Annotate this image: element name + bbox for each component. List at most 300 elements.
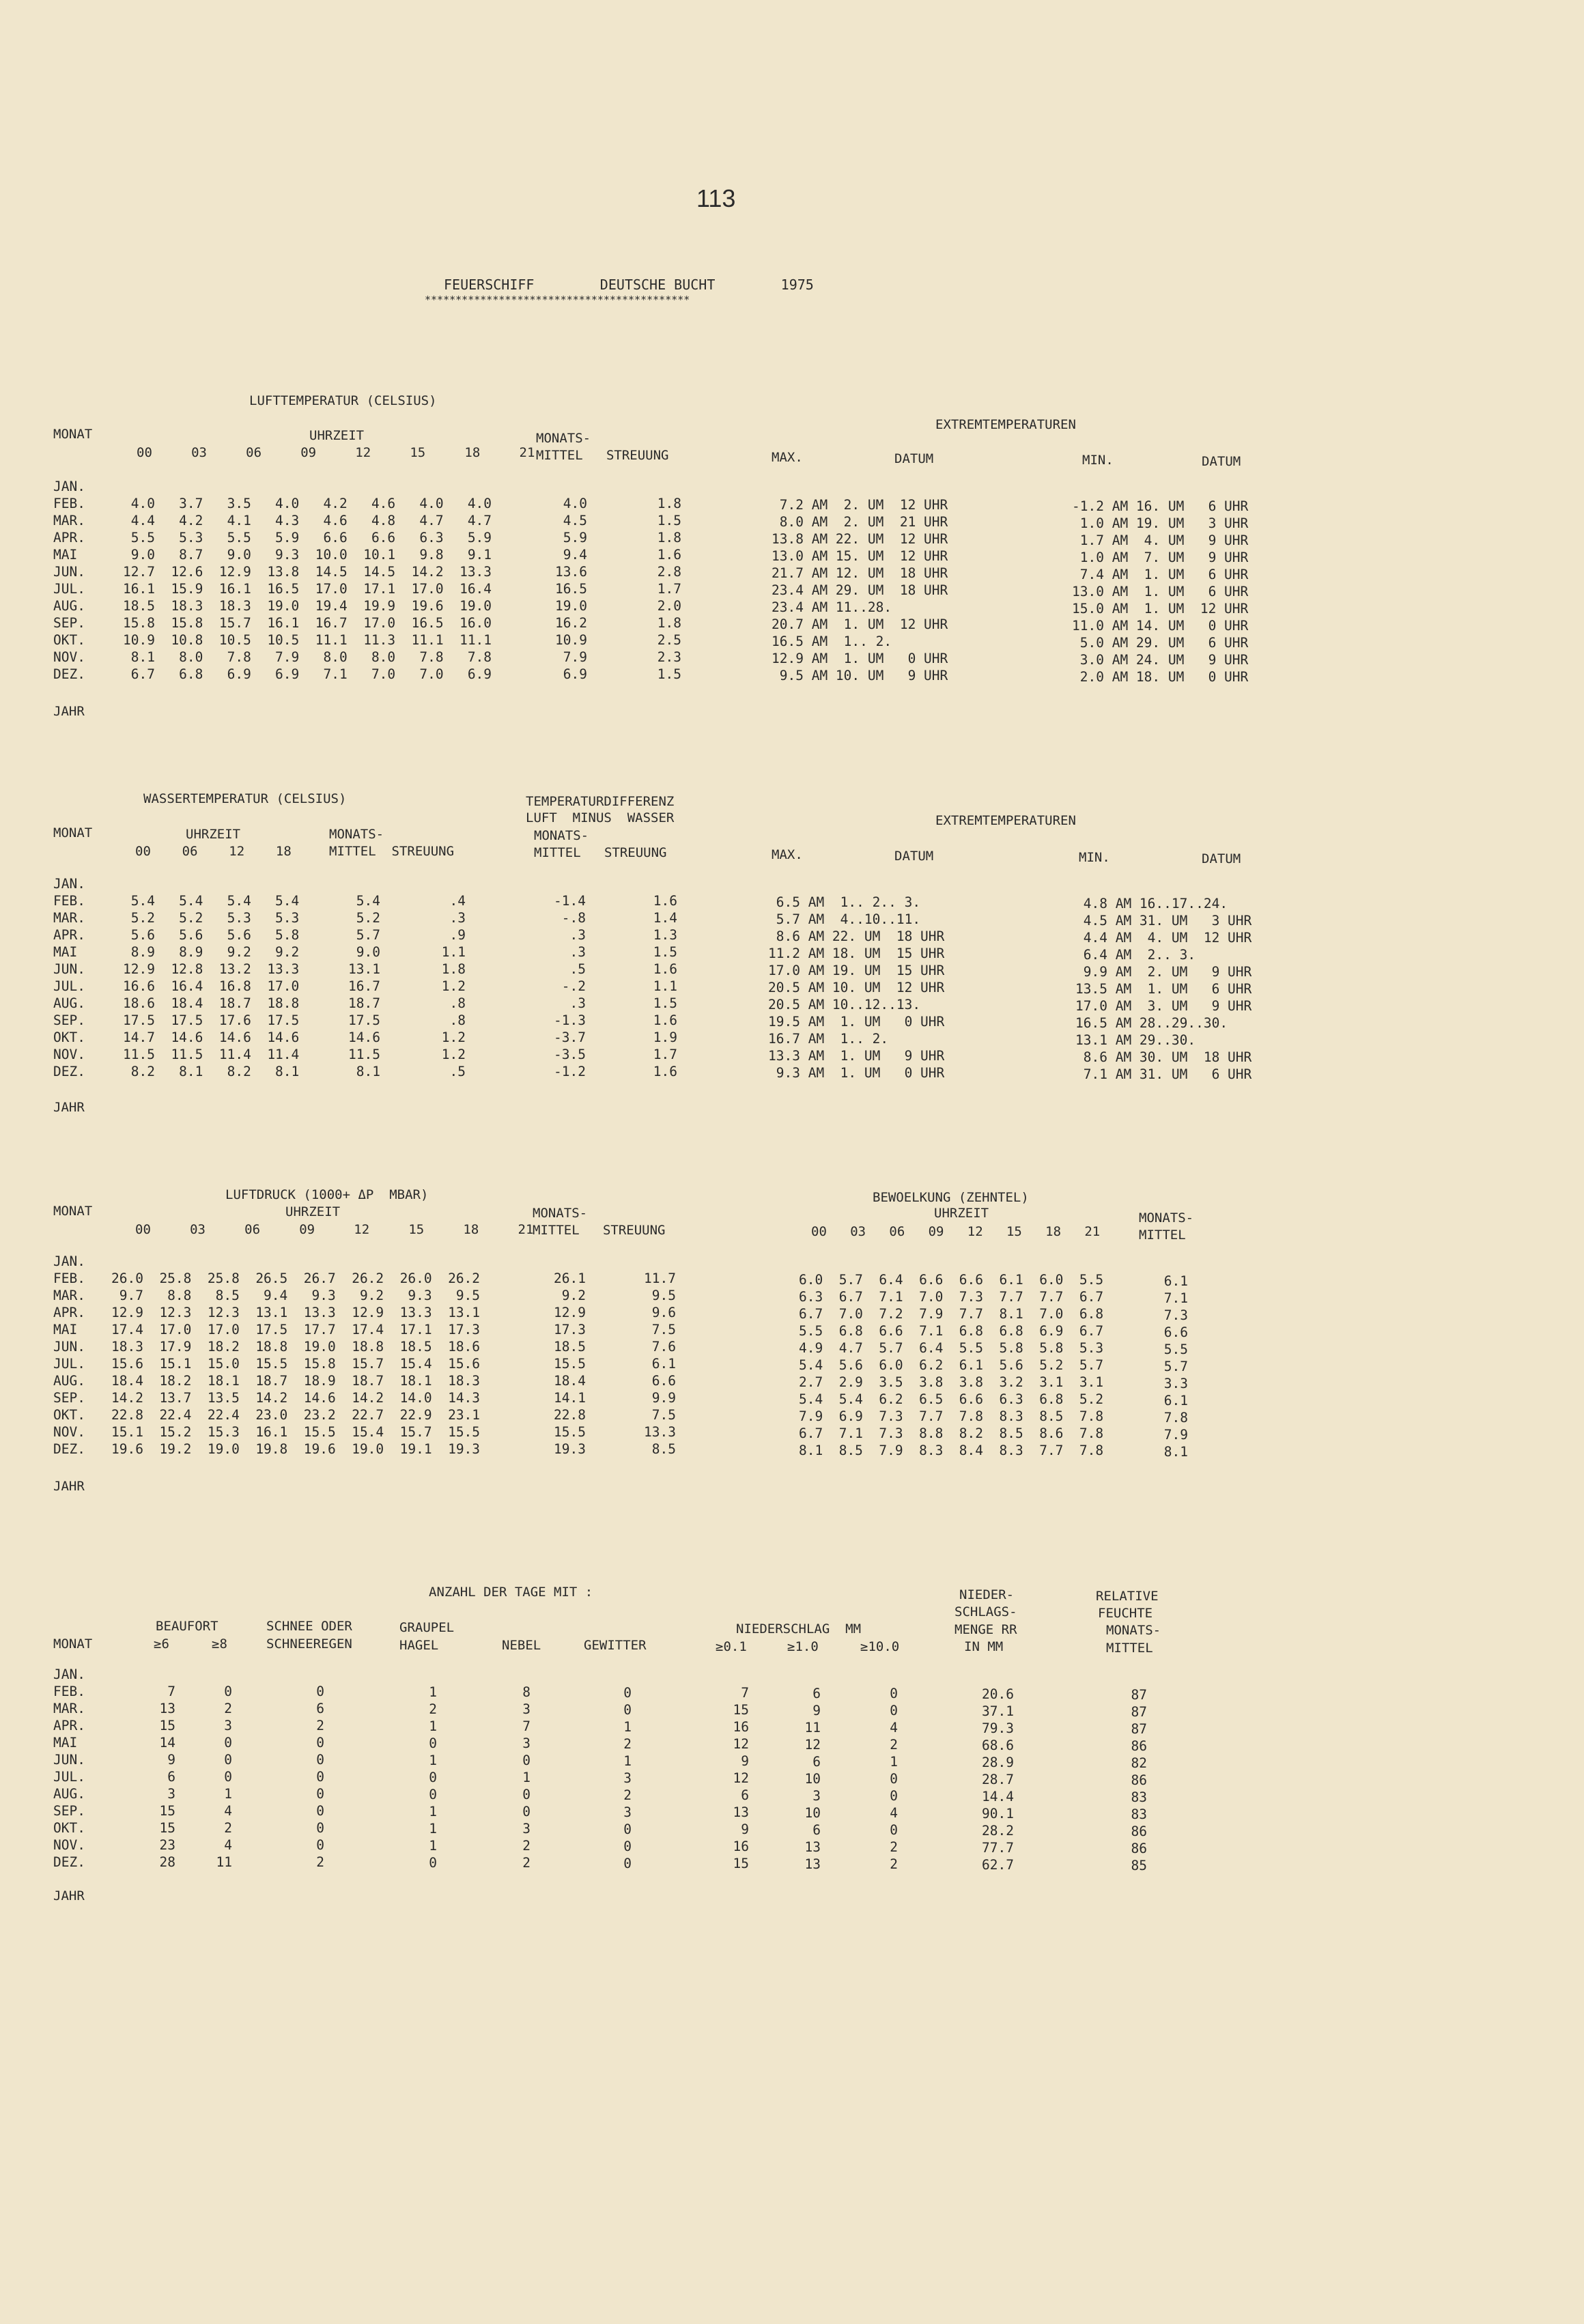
air-months-row: MAR.	[53, 513, 85, 528]
pressure-streuung-row: 13.3	[644, 1424, 676, 1440]
n01-values-row: 12	[733, 1770, 749, 1786]
pressure-streuung-row	[628, 1253, 676, 1270]
water-monthly-mean-row: 17.5	[348, 1012, 380, 1028]
schnee-values-row: 0	[316, 1820, 324, 1836]
days-months-row: NOV.	[53, 1837, 85, 1853]
pressure-months-row: SEP.	[53, 1390, 85, 1406]
pressure-hourly-values-row: 18.3 17.9 18.2 18.8 19.0 18.8 18.5 18.6	[111, 1339, 481, 1355]
cloud-hourly-values-row: 5.4 5.6 6.0 6.2 6.1 5.6 5.2 5.7	[799, 1357, 1104, 1373]
nebel-label: NEBEL	[502, 1638, 541, 1653]
air-months	[53, 478, 85, 683]
air-max-values-row: 12.9 AM 1. UM 0 UHR	[772, 651, 948, 666]
rf-values-row: 82	[1131, 1755, 1147, 1771]
station-title: FEUERSCHIFF DEUTSCHE BUCHT 1975	[444, 277, 814, 293]
water-min-values-row: 4.5 AM 31. UM 3 UHR	[1075, 913, 1252, 929]
water-hourly-values-row: 5.2 5.2 5.3 5.3	[123, 910, 300, 926]
pressure-hourly-values-row: 15.6 15.1 15.0 15.5 15.8 15.7 15.4 15.6	[111, 1356, 481, 1372]
water-title: WASSERTEMPERATUR (CELSIUS)	[143, 791, 347, 806]
nebel-values-row: 2	[522, 1855, 531, 1871]
air-hourly-values	[123, 478, 492, 683]
n10-values-row: 6	[812, 1754, 821, 1770]
page-number: 113	[696, 184, 736, 212]
beaufort-8-label: ≥8	[212, 1636, 227, 1652]
graupel-values-row: 0	[429, 1855, 437, 1871]
cloud-hourly-values-row: 4.9 4.7 5.7 6.4 5.5 5.8 5.8 5.3	[799, 1340, 1104, 1356]
days-title: ANZAHL DER TAGE MIT :	[429, 1585, 593, 1600]
water-max-values-row: 5.7 AM 4..10..11.	[768, 911, 921, 927]
pressure-streuung-row: 6.6	[651, 1373, 676, 1389]
gewitter-values-row: 0	[623, 1702, 632, 1718]
pressure-hours-header: 00 03 06 09 12 15 18 21	[135, 1222, 534, 1237]
cloud-hourly-values-row: 6.0 5.7 6.4 6.6 6.6 6.1 6.0 5.5	[799, 1272, 1104, 1288]
water-min-values-row: 13.1 AM 29..30.	[1075, 1032, 1196, 1048]
pressure-streuung-row: 7.5	[651, 1322, 676, 1337]
water-datum-head: DATUM	[894, 849, 934, 864]
diff-monthly-mean-row: .5	[569, 961, 586, 977]
pressure-months-row: AUG.	[53, 1373, 85, 1389]
pressure-months-row: JAN.	[53, 1253, 85, 1269]
rf-values-row: 86	[1131, 1738, 1147, 1754]
rf-values-row: 83	[1131, 1806, 1147, 1822]
pressure-monthly-mean-row: 18.4	[554, 1373, 586, 1389]
nebel-values-row: 3	[522, 1735, 531, 1751]
beaufort-6-values-row: 28	[159, 1854, 175, 1870]
gewitter-values-row: 2	[623, 1787, 632, 1803]
water-min-values-row: 13.5 AM 1. UM 6 UHR	[1075, 981, 1252, 997]
air-months-row: DEZ.	[53, 666, 85, 682]
pressure-monthly-mean-row: 19.3	[554, 1441, 586, 1457]
rr-values-row: 77.7	[982, 1840, 1014, 1856]
n01-values-row	[727, 1667, 749, 1684]
water-hourly-values-row: 16.6 16.4 16.8 17.0	[123, 978, 300, 994]
water-streuung-row	[423, 875, 466, 892]
air-min-values-row: 1.0 AM 7. UM 9 UHR	[1072, 550, 1249, 565]
water-monats-label: MONATS-	[329, 827, 384, 842]
gewitter-values-row: 0	[623, 1839, 632, 1854]
pressure-months-row: APR.	[53, 1305, 85, 1320]
schnee-values-row: 0	[316, 1837, 324, 1853]
nebel-values-row: 0	[522, 1804, 531, 1819]
rr-values-row: 79.3	[982, 1720, 1014, 1736]
graupel-values-row: 0	[429, 1770, 437, 1785]
air-hourly-values-row: 9.0 8.7 9.0 9.3 10.0 10.1 9.8 9.1	[123, 547, 492, 563]
schnee-label-2: SCHNEEREGEN	[266, 1636, 352, 1652]
diff-monthly-mean-row: .3	[569, 995, 586, 1011]
cloud-monthly-mean-row: 8.1	[1163, 1444, 1188, 1460]
water-months-row: SEP.	[53, 1012, 85, 1028]
water-months-row: APR.	[53, 927, 85, 943]
n01-values-row: 6	[741, 1787, 749, 1803]
rr-values-row: 28.2	[982, 1823, 1014, 1839]
air-max-values-row: 20.7 AM 1. UM 12 UHR	[772, 617, 948, 632]
water-months-row: MAI	[53, 944, 78, 960]
n01-values-row: 16	[733, 1839, 749, 1854]
water-min-head: MIN.	[1079, 850, 1110, 865]
pressure-monthly-mean-row: 26.1	[554, 1271, 586, 1286]
pressure-hourly-values-row: 15.1 15.2 15.3 16.1 15.5 15.4 15.7 15.5	[111, 1424, 481, 1440]
water-streuung-row: 1.1	[441, 944, 466, 960]
diff-streuung-row: 1.4	[653, 910, 677, 926]
air-datum-head-2: DATUM	[1202, 454, 1241, 469]
water-min-values-row: 4.8 AM 16..17..24.	[1075, 896, 1228, 911]
diff-streuung-row: 1.5	[653, 944, 677, 960]
schnee-values-row: 0	[316, 1769, 324, 1785]
beaufort-label: BEAUFORT	[156, 1619, 218, 1634]
diff-monthly-mean-row: -1.2	[554, 1064, 586, 1079]
beaufort-8-values-row: 4	[224, 1803, 232, 1819]
rr-label-4: IN MM	[964, 1639, 1004, 1654]
beaufort-8-values-row: 2	[224, 1820, 232, 1836]
cloud-hourly-values-row: 6.7 7.0 7.2 7.9 7.7 8.1 7.0 6.8	[799, 1306, 1104, 1322]
water-months-row: AUG.	[53, 995, 85, 1011]
cloud-monthly-mean-row: 6.1	[1163, 1273, 1188, 1289]
days-months-row: MAR.	[53, 1701, 85, 1716]
water-max-values-row: 20.5 AM 10. UM 12 UHR	[768, 980, 945, 995]
diff-streuung-row: 1.9	[653, 1030, 677, 1045]
diff-streuung-row: 1.6	[653, 1064, 677, 1079]
n100-values-row: 0	[890, 1771, 898, 1787]
pressure-hourly-values-row: 26.0 25.8 25.8 26.5 26.7 26.2 26.0 26.2	[111, 1271, 481, 1286]
pressure-monthly-mean-row: 15.5	[554, 1356, 586, 1372]
gewitter-values-row: 1	[623, 1753, 632, 1769]
water-hourly-values-row: 8.9 8.9 9.2 9.2	[123, 944, 300, 960]
air-streuung-row: 1.5	[657, 513, 681, 528]
pressure-hourly-values-row: 17.4 17.0 17.0 17.5 17.7 17.4 17.1 17.3	[111, 1322, 481, 1337]
water-months-row: OKT.	[53, 1030, 85, 1045]
pressure-streuung-row: 8.5	[651, 1441, 676, 1457]
air-monthly-mean-row: 6.9	[563, 666, 587, 682]
air-streuung-row: 1.8	[657, 615, 681, 631]
cloud-monthly-mean-row	[1147, 1256, 1188, 1273]
rf-values-row: 87	[1131, 1704, 1147, 1720]
air-monthly-mean-row: 4.0	[563, 496, 587, 511]
pressure-months-row: MAR.	[53, 1288, 85, 1303]
water-streuung-row: .8	[449, 995, 466, 1011]
n100-values-row: 4	[890, 1805, 898, 1821]
air-streuung-row: 1.7	[657, 581, 681, 597]
water-min-values-row: 17.0 AM 3. UM 9 UHR	[1075, 998, 1252, 1014]
air-max-head: MAX.	[772, 450, 803, 465]
rr-values	[966, 1669, 1014, 1873]
days-months-row: APR.	[53, 1718, 85, 1733]
water-uhrzeit-label: UHRZEIT	[186, 827, 241, 842]
water-months-row: MAR.	[53, 910, 85, 926]
water-streuung-row: .9	[449, 927, 466, 943]
graupel-values-row	[423, 1667, 437, 1684]
diff-mittel-streuung-label: MITTEL STREUUNG	[534, 845, 667, 860]
graupel-label-2: HAGEL	[399, 1638, 439, 1653]
pressure-jahr-label: JAHR	[53, 1479, 85, 1494]
air-max-values-row: 16.5 AM 1.. 2.	[772, 634, 892, 649]
beaufort-6-values-row: 15	[159, 1718, 175, 1733]
rr-label-1: NIEDER-	[959, 1587, 1015, 1602]
water-streuung-row: .8	[449, 1012, 466, 1028]
pressure-monthly-mean-row: 15.5	[554, 1424, 586, 1440]
graupel-label-1: GRAUPEL	[399, 1620, 455, 1635]
pressure-streuung-row: 9.6	[651, 1305, 676, 1320]
pressure-monthly-mean-row	[539, 1253, 586, 1270]
cloud-monthly-mean-row: 7.9	[1163, 1427, 1188, 1443]
pressure-months-row: JUN.	[53, 1339, 85, 1355]
n100-values	[877, 1668, 898, 1873]
water-max-values-row: 13.3 AM 1. UM 9 UHR	[768, 1048, 945, 1064]
rf-values-row: 86	[1131, 1772, 1147, 1788]
n100-values-row: 0	[890, 1822, 898, 1838]
air-max-values-row: 13.0 AM 15. UM 12 UHR	[772, 548, 948, 564]
pressure-hourly-values-row: 19.6 19.2 19.0 19.8 19.6 19.0 19.1 19.3	[111, 1441, 481, 1457]
gewitter-values-row: 3	[623, 1804, 632, 1820]
pressure-streuung-row: 9.9	[651, 1390, 676, 1406]
pressure-monat-label: MONAT	[53, 1204, 93, 1219]
graupel-values-row: 1	[429, 1753, 437, 1768]
water-streuung-row: .4	[449, 893, 466, 909]
pressure-monthly-mean-row: 18.5	[554, 1339, 586, 1355]
air-months-row: MAI	[53, 547, 78, 563]
days-months-row: JUL.	[53, 1769, 85, 1785]
diff-title-1: TEMPERATURDIFFERENZ	[526, 794, 675, 809]
diff-streuung-row: 1.6	[653, 961, 677, 977]
air-months-row: FEB.	[53, 496, 85, 511]
water-months-row: JUN.	[53, 961, 85, 977]
rf-label-4: MITTEL	[1106, 1641, 1153, 1656]
water-extrem-label: EXTREMTEMPERATUREN	[935, 813, 1076, 828]
rf-values-row: 85	[1131, 1858, 1147, 1873]
pressure-monats-label: MONATS-	[533, 1206, 588, 1221]
water-hourly-values-row: 12.9 12.8 13.2 13.3	[123, 961, 300, 977]
beaufort-8-values-row: 0	[224, 1752, 232, 1768]
cloud-monthly-mean-row: 7.3	[1163, 1307, 1188, 1323]
beaufort-6-label: ≥6	[154, 1636, 169, 1652]
air-monthly-mean-row	[546, 478, 587, 495]
pressure-monthly-mean-row: 12.9	[554, 1305, 586, 1320]
water-min-values-row: 16.5 AM 28..29..30.	[1075, 1015, 1228, 1031]
pressure-months-row: NOV.	[53, 1424, 85, 1440]
nebel-values-row: 1	[522, 1770, 531, 1785]
diff-monthly-mean-row: .3	[569, 944, 586, 960]
air-max-values-row: 23.4 AM 29. UM 18 UHR	[772, 582, 948, 598]
pressure-months-row: DEZ.	[53, 1441, 85, 1457]
air-max-values-row: 7.2 AM 2. UM 12 UHR	[772, 497, 948, 513]
beaufort-6-values-row: 6	[167, 1769, 175, 1785]
diff-monthly-mean-row: .3	[569, 927, 586, 943]
gewitter-values-row: 2	[623, 1736, 632, 1752]
n100-values-row: 2	[890, 1839, 898, 1855]
cloud-monthly-mean-row: 7.8	[1163, 1410, 1188, 1426]
water-datum-head-2: DATUM	[1202, 851, 1241, 866]
days-months-row: JAN.	[53, 1667, 85, 1682]
beaufort-8-values-row	[212, 1666, 232, 1683]
days-months-row: DEZ.	[53, 1854, 85, 1870]
air-months-row: AUG.	[53, 598, 85, 614]
water-streuung-row: 1.8	[441, 961, 466, 977]
n01-values	[727, 1667, 749, 1872]
air-monthly-mean-row: 4.5	[563, 513, 587, 528]
beaufort-8-values-row: 0	[224, 1735, 232, 1751]
water-min-values-row: 8.6 AM 30. UM 18 UHR	[1075, 1049, 1252, 1065]
air-streuung-row: 1.5	[657, 666, 681, 682]
graupel-values-row: 2	[429, 1701, 437, 1717]
graupel-values-row: 1	[429, 1718, 437, 1734]
gewitter-values	[618, 1667, 632, 1872]
water-monthly-mean-row: 16.7	[348, 978, 380, 994]
water-streuung-row: .3	[449, 910, 466, 926]
pressure-monthly-mean-row: 9.2	[561, 1288, 586, 1303]
air-jahr-label: JAHR	[53, 704, 85, 719]
rr-values-row: 28.7	[982, 1772, 1014, 1787]
pressure-hourly-values-row: 14.2 13.7 13.5 14.2 14.6 14.2 14.0 14.3	[111, 1390, 481, 1406]
water-monthly-mean-row: 5.2	[356, 910, 380, 926]
beaufort-8-values-row: 4	[224, 1837, 232, 1853]
nebel-values-row: 0	[522, 1787, 531, 1802]
diff-streuung-row: 1.6	[653, 893, 677, 909]
air-hourly-values-row: 5.5 5.3 5.5 5.9 6.6 6.6 6.3 5.9	[123, 530, 492, 545]
beaufort-6-values-row: 13	[159, 1701, 175, 1716]
water-hourly-values-row: 5.4 5.4 5.4 5.4	[123, 893, 300, 909]
nebel-values-row: 7	[522, 1718, 531, 1734]
pressure-mittel-streuung-label: MITTEL STREUUNG	[533, 1223, 666, 1238]
beaufort-8-values-row: 1	[224, 1786, 232, 1802]
air-months-row: NOV.	[53, 649, 85, 665]
n10-values-row: 10	[804, 1771, 821, 1787]
schnee-values-row: 0	[316, 1786, 324, 1802]
cloud-monthly-mean-row: 5.5	[1163, 1342, 1188, 1357]
gewitter-values-row: 0	[623, 1856, 632, 1871]
rf-values-row: 83	[1131, 1789, 1147, 1805]
water-hours-header: 00 06 12 18	[135, 844, 292, 859]
water-max-head: MAX.	[772, 847, 803, 862]
cloud-hourly-values-row: 5.4 5.4 6.2 6.5 6.6 6.3 6.8 5.2	[799, 1391, 1104, 1407]
days-months-row: FEB.	[53, 1684, 85, 1699]
n100-values-row: 0	[890, 1788, 898, 1804]
beaufort-6-values	[154, 1666, 175, 1871]
pressure-hourly-values-row: 12.9 12.3 12.3 13.1 13.3 12.9 13.3 13.1	[111, 1305, 481, 1320]
rf-values-row: 86	[1131, 1824, 1147, 1839]
water-months-row: JUL.	[53, 978, 85, 994]
diff-monthly-mean-row: -.2	[561, 978, 586, 994]
nebel-values-row: 3	[522, 1701, 531, 1717]
rr-values-row	[966, 1669, 1014, 1686]
n01-values-row: 9	[741, 1753, 749, 1769]
air-hourly-values-row: 4.4 4.2 4.1 4.3 4.6 4.8 4.7 4.7	[123, 513, 492, 528]
cloud-hourly-values-row: 7.9 6.9 7.3 7.7 7.8 8.3 8.5 7.8	[799, 1408, 1104, 1424]
rf-values-row: 87	[1131, 1721, 1147, 1737]
air-hourly-values-row: 16.1 15.9 16.1 16.5 17.0 17.1 17.0 16.4	[123, 581, 492, 597]
rr-values-row: 68.6	[982, 1738, 1014, 1753]
n01-label: ≥0.1	[716, 1639, 747, 1654]
air-monthly-mean-row: 19.0	[555, 598, 587, 614]
air-uhrzeit-label: UHRZEIT	[309, 428, 365, 443]
rf-values-row	[1120, 1669, 1147, 1686]
air-hourly-values-row: 8.1 8.0 7.8 7.9 8.0 8.0 7.8 7.8	[123, 649, 492, 665]
water-max-values-row: 6.5 AM 1.. 2.. 3.	[768, 894, 921, 910]
pressure-months-row: JUL.	[53, 1356, 85, 1372]
cloud-monthly-mean-row: 6.1	[1163, 1393, 1188, 1408]
air-datum-head: DATUM	[894, 451, 934, 466]
beaufort-8-values-row: 0	[224, 1684, 232, 1699]
air-min-values-row	[1072, 481, 1248, 498]
water-min-values-row: 9.9 AM 2. UM 9 UHR	[1075, 964, 1252, 980]
air-max-values-row: 8.0 AM 2. UM 21 UHR	[772, 514, 948, 530]
n01-values-row: 9	[741, 1822, 749, 1837]
water-jahr-label: JAHR	[53, 1100, 85, 1115]
air-max-values-row: 23.4 AM 11..28.	[772, 599, 892, 615]
schnee-values-row: 0	[316, 1684, 324, 1699]
air-hourly-values-row	[123, 478, 492, 495]
n10-values-row: 11	[804, 1720, 821, 1735]
water-months-row: JAN.	[53, 876, 85, 892]
pressure-hourly-values	[111, 1253, 480, 1458]
cloud-monthly-mean-row: 7.1	[1163, 1290, 1188, 1306]
pressure-hourly-values-row: 9.7 8.8 8.5 9.4 9.3 9.2 9.3 9.5	[111, 1288, 481, 1303]
beaufort-6-values-row: 9	[167, 1752, 175, 1768]
beaufort-6-values-row: 23	[159, 1837, 175, 1853]
water-min-values-row: 6.4 AM 2.. 3.	[1075, 947, 1196, 963]
rr-values-row: 37.1	[982, 1703, 1014, 1719]
n10-values-row: 3	[812, 1788, 821, 1804]
air-monthly-mean-row: 5.9	[563, 530, 587, 545]
schnee-label-1: SCHNEE ODER	[266, 1619, 352, 1634]
diff-streuung-row: 1.7	[653, 1047, 677, 1062]
air-monthly-mean-row: 10.9	[555, 632, 587, 648]
cloud-mittel-label: MITTEL	[1139, 1228, 1186, 1243]
n100-values-row	[877, 1668, 898, 1685]
beaufort-6-values-row: 14	[159, 1735, 175, 1751]
air-min-values-row: 5.0 AM 29. UM 6 UHR	[1072, 635, 1249, 651]
water-max-values-row: 16.7 AM 1.. 2.	[768, 1031, 889, 1047]
graupel-values-row: 1	[429, 1821, 437, 1837]
air-hourly-values-row: 4.0 3.7 3.5 4.0 4.2 4.6 4.0 4.0	[123, 496, 492, 511]
gewitter-values-row	[618, 1667, 632, 1684]
rr-label-3: MENGE RR	[954, 1622, 1017, 1637]
water-months-row: NOV.	[53, 1047, 85, 1062]
pressure-streuung-row: 11.7	[644, 1271, 676, 1286]
air-months-row: APR.	[53, 530, 85, 545]
n01-values-row: 7	[741, 1685, 749, 1701]
diff-monthly-mean	[539, 875, 586, 1080]
diff-streuung-row: 1.3	[653, 927, 677, 943]
water-max-values-row: 9.3 AM 1. UM 0 UHR	[768, 1065, 945, 1081]
days-months-row: AUG.	[53, 1786, 85, 1802]
air-monthly-mean-row: 7.9	[563, 649, 587, 665]
air-min-head: MIN.	[1082, 453, 1114, 468]
cloud-hourly-values-row: 8.1 8.5 7.9 8.3 8.4 8.3 7.7 7.8	[799, 1443, 1104, 1458]
diff-monthly-mean-row: -.8	[561, 910, 586, 926]
water-max-values-row: 11.2 AM 18. UM 15 UHR	[768, 946, 945, 961]
water-monthly-mean-row: 18.7	[348, 995, 380, 1011]
water-hourly-values-row	[123, 875, 299, 892]
cloud-monthly-mean-row: 5.7	[1163, 1359, 1188, 1374]
gewitter-values-row: 0	[623, 1822, 632, 1837]
n10-values-row: 12	[804, 1737, 821, 1753]
water-min-values-row: 4.4 AM 4. UM 12 UHR	[1075, 930, 1252, 946]
diff-streuung-row	[635, 875, 677, 892]
pressure-streuung-row: 6.1	[651, 1356, 676, 1372]
air-streuung-row: 1.8	[657, 496, 681, 511]
schnee-values	[311, 1666, 324, 1871]
schnee-values-row: 0	[316, 1803, 324, 1819]
cloud-monthly-mean-row: 6.6	[1163, 1324, 1188, 1340]
rr-label-2: SCHLAGS-	[954, 1604, 1017, 1619]
water-max-values-row: 20.5 AM 10..12..13.	[768, 997, 921, 1012]
water-monthly-mean-row	[338, 875, 380, 892]
air-monthly-mean-row: 9.4	[563, 547, 587, 563]
water-hourly-values-row: 14.7 14.6 14.6 14.6	[123, 1030, 300, 1045]
graupel-values-row: 0	[429, 1735, 437, 1751]
schnee-values-row: 6	[316, 1701, 324, 1716]
water-max-values-row: 17.0 AM 19. UM 15 UHR	[768, 963, 945, 978]
diff-monthly-mean-row: -3.5	[554, 1047, 586, 1062]
n10-values-row	[799, 1668, 821, 1685]
